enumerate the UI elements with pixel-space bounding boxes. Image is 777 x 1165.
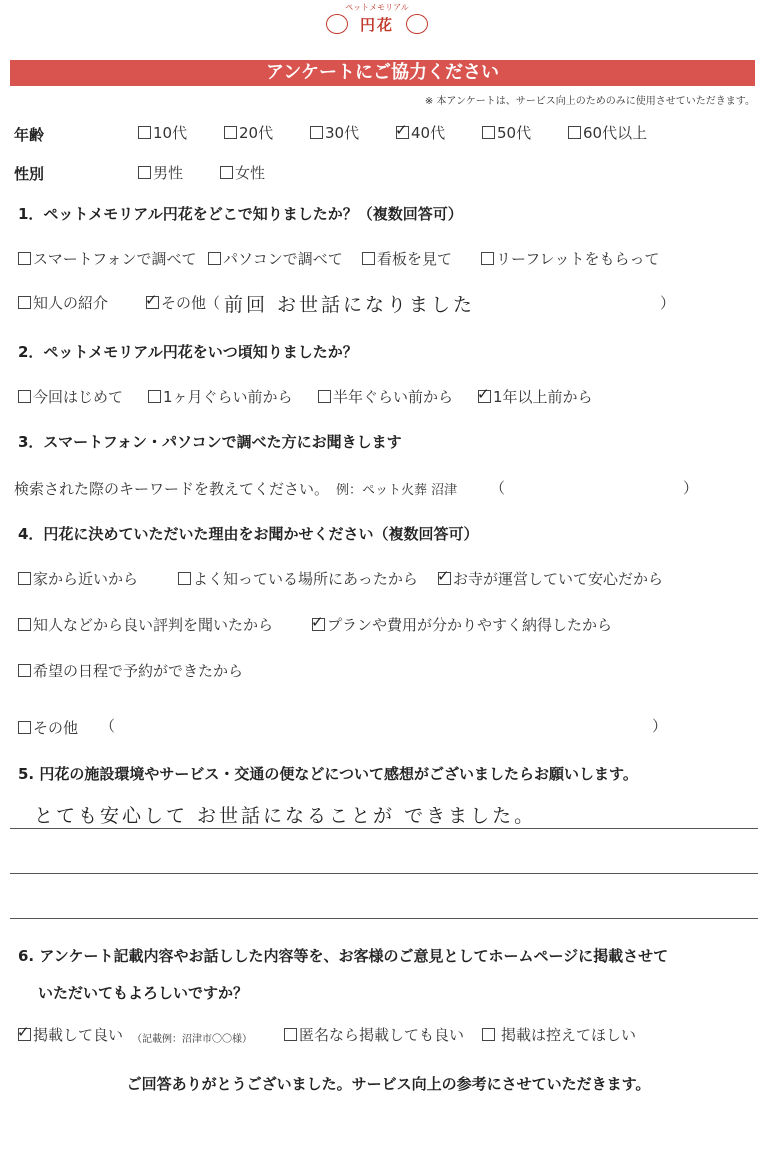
q1-option-other[interactable]: ✓ その他 xyxy=(145,291,207,312)
checkbox-icon[interactable] xyxy=(362,252,375,265)
age-option-40s[interactable]: ✓ 40代 xyxy=(395,121,446,142)
q2-title: 2．ペットメモリアル円花をいつ頃知りましたか？ xyxy=(18,343,358,361)
checkbox-icon[interactable] xyxy=(477,385,491,403)
q3-example: 例：ペット火葬 沼津 xyxy=(336,483,458,498)
q5-handwritten-answer[interactable]: とても安心して お世話になることが できました。 xyxy=(34,805,537,827)
gender-label: 性別 xyxy=(14,165,45,183)
checkbox-icon[interactable] xyxy=(482,126,495,139)
q4-option-known-place[interactable]: よく知っている場所にあったから xyxy=(178,568,418,589)
checkbox-icon[interactable] xyxy=(284,1028,297,1041)
logo xyxy=(322,0,432,46)
q1-option-smartphone[interactable]: スマートフォンで調べて xyxy=(18,248,197,269)
q1-other-handwritten-answer[interactable]: 前回 お世話になりました xyxy=(224,294,476,316)
age-option-60s-plus[interactable]: 60代以上 xyxy=(568,122,647,143)
checkbox-icon[interactable] xyxy=(311,613,325,631)
q4-other-close-paren: ） xyxy=(652,717,668,735)
q6-title-line1: 6. アンケート記載内容やお話しした内容等を、お客様のご意見としてホームページに掲載させて xyxy=(18,947,669,965)
logo-subtitle: ペットメモリアル xyxy=(345,3,409,12)
thank-you-footer: ご回答ありがとうございました。サービス向上の参考にさせていただきます。 xyxy=(126,1075,651,1093)
privacy-note: ※ 本アンケートは、サービス向上のためのみに使用させていただきます。 xyxy=(424,96,755,107)
q2-option-first-time[interactable]: 今回はじめて xyxy=(18,386,123,407)
q4-other-open-paren: （ xyxy=(100,717,116,735)
q1-title: 1．ペットメモリアル円花をどこで知りましたか？（複数回答可） xyxy=(18,205,463,223)
checkbox-icon[interactable] xyxy=(178,572,191,585)
age-option-50s[interactable]: 50代 xyxy=(482,122,531,143)
q1-option-referral[interactable]: 知人の紹介 xyxy=(18,292,108,313)
answer-line-2 xyxy=(10,873,758,874)
q4-other-field[interactable] xyxy=(116,715,646,737)
checkbox-icon[interactable] xyxy=(18,252,31,265)
checkbox-icon[interactable] xyxy=(318,390,331,403)
checkbox-icon[interactable] xyxy=(437,567,451,585)
checkbox-icon[interactable] xyxy=(481,252,494,265)
q3-keyword-close-paren: ） xyxy=(683,479,699,497)
gender-option-female[interactable]: 女性 xyxy=(220,162,265,183)
q1-option-signboard[interactable]: 看板を見て xyxy=(362,248,452,269)
q5-title: 5. 円花の施設環境やサービス・交通の便などについて感想がございましたらお願いします。 xyxy=(18,765,638,783)
checkmark-icon: ✓ xyxy=(17,1023,30,1041)
checkbox-icon[interactable] xyxy=(482,1028,495,1041)
checkbox-icon[interactable] xyxy=(18,721,31,734)
checkmark-icon: ✓ xyxy=(311,613,324,631)
q3-keyword-field[interactable] xyxy=(505,477,675,499)
age-label: 年齢 xyxy=(14,126,45,144)
q6-option-publish-ok-note: （記載例：沼津市〇〇様） xyxy=(132,1034,252,1045)
q4-title: 4．円花に決めていただいた理由をお聞かせください（複数回答可） xyxy=(18,525,479,543)
checkbox-icon[interactable] xyxy=(208,252,221,265)
q1-other-close-paren: ） xyxy=(660,294,676,312)
q3-prompt: 検索された際のキーワードを教えてください。 xyxy=(14,480,330,498)
checkmark-icon: ✓ xyxy=(437,567,450,585)
checkbox-icon[interactable] xyxy=(18,572,31,585)
age-option-10s[interactable]: 10代 xyxy=(138,122,187,143)
checkbox-icon[interactable] xyxy=(224,126,237,139)
checkbox-icon[interactable] xyxy=(138,126,151,139)
q1-option-leaflet[interactable]: リーフレットをもらって xyxy=(481,248,660,269)
q4-option-reputation[interactable]: 知人などから良い評判を聞いたから xyxy=(18,614,273,635)
checkbox-icon[interactable] xyxy=(18,664,31,677)
q6-option-publish-ok[interactable]: ✓ 掲載して良い xyxy=(17,1023,124,1044)
checkbox-icon[interactable] xyxy=(395,121,409,139)
checkbox-icon[interactable] xyxy=(138,166,151,179)
age-option-20s[interactable]: 20代 xyxy=(224,122,273,143)
q4-option-clear-pricing[interactable]: ✓ プランや費用が分かりやすく納得したから xyxy=(311,613,613,634)
answer-line-3 xyxy=(10,918,758,919)
checkbox-icon[interactable] xyxy=(220,166,233,179)
checkbox-icon[interactable] xyxy=(17,1023,31,1041)
checkmark-icon: ✓ xyxy=(145,291,158,309)
age-option-30s[interactable]: 30代 xyxy=(310,122,359,143)
checkbox-icon[interactable] xyxy=(145,291,159,309)
q2-option-over-1-year[interactable]: ✓ 1年以上前から xyxy=(477,385,593,406)
checkbox-icon[interactable] xyxy=(18,390,31,403)
q1-option-pc[interactable]: パソコンで調べて xyxy=(208,248,343,269)
answer-line-1 xyxy=(10,828,758,829)
q2-option-half-year[interactable]: 半年ぐらい前から xyxy=(318,386,453,407)
checkmark-icon: ✓ xyxy=(395,121,408,139)
checkmark-icon: ✓ xyxy=(477,385,490,403)
q1-other-open-paren: （ xyxy=(205,294,221,312)
checkbox-icon[interactable] xyxy=(148,390,161,403)
q2-option-1-month[interactable]: 1ヶ月ぐらい前から xyxy=(148,386,293,407)
checkbox-icon[interactable] xyxy=(568,126,581,139)
survey-title-banner: アンケートにご協力ください xyxy=(10,60,755,86)
q6-option-anonymous[interactable]: 匿名なら掲載しても良い xyxy=(284,1024,464,1045)
q4-option-schedule[interactable]: 希望の日程で予約ができたから xyxy=(18,660,243,681)
checkbox-icon[interactable] xyxy=(310,126,323,139)
q3-keyword-open-paren: （ xyxy=(490,479,506,497)
checkbox-icon[interactable] xyxy=(18,296,31,309)
q3-title: 3．スマートフォン・パソコンで調べた方にお聞きします xyxy=(18,433,402,451)
q6-option-decline[interactable]: 掲載は控えてほしい xyxy=(482,1024,636,1045)
logo-name: 円花 xyxy=(359,16,394,34)
gender-option-male[interactable]: 男性 xyxy=(138,162,183,183)
q6-title-line2: いただいてもよろしいですか？ xyxy=(38,984,249,1002)
q4-option-temple-run[interactable]: ✓ お寺が運営していて安心だから xyxy=(437,567,664,588)
q4-option-other[interactable]: その他 xyxy=(18,717,78,738)
checkbox-icon[interactable] xyxy=(18,618,31,631)
q4-option-near-home[interactable]: 家から近いから xyxy=(18,568,138,589)
